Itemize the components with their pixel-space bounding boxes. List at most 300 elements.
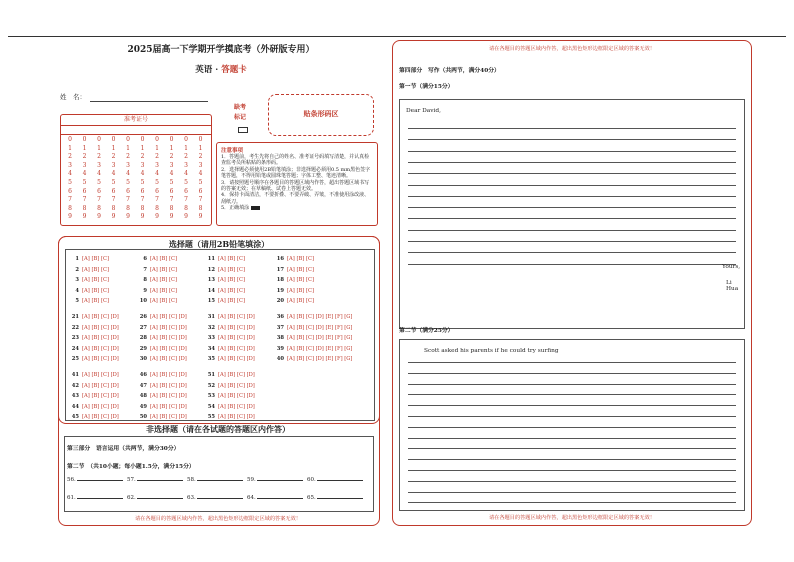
writing-line xyxy=(408,207,736,208)
exam-id-bubble[interactable]: 2 xyxy=(184,153,188,161)
exam-id-bubble[interactable]: 0 xyxy=(155,136,159,143)
question-options[interactable]: [A] [B] [C] [D] xyxy=(218,393,255,400)
question-number: 4 xyxy=(75,287,79,294)
question-row[interactable] xyxy=(138,393,187,399)
exam-id-bubble[interactable]: 2 xyxy=(155,153,159,161)
question-row[interactable] xyxy=(138,298,177,304)
question-number: 5 xyxy=(75,298,79,305)
blank-field[interactable] xyxy=(187,495,243,501)
question-options[interactable]: [A] [B] [C] [D] xyxy=(82,382,119,389)
question-options[interactable]: [A] [B] [C] [D] xyxy=(218,314,255,320)
exam-id-bubble[interactable]: 5 xyxy=(68,178,72,186)
exam-id-column[interactable] xyxy=(65,136,75,222)
exam-id-bubble[interactable]: 3 xyxy=(155,161,159,169)
question-options[interactable]: [A] [B] [C] [D] xyxy=(218,403,255,410)
question-options[interactable]: [A] [B] [C] xyxy=(287,256,314,262)
question-options[interactable]: [A] [B] [C] [D] [E] [F] [G] xyxy=(287,335,353,342)
letter-lines xyxy=(400,100,744,328)
question-options[interactable]: [A] [B] [C] [D] xyxy=(218,382,255,389)
exam-id-bubble[interactable]: 2 xyxy=(68,153,72,161)
exam-id-bubble[interactable]: 5 xyxy=(155,178,159,186)
question-number: 26 xyxy=(139,314,147,320)
question-row[interactable] xyxy=(206,256,245,262)
choice-grid[interactable] xyxy=(65,249,375,421)
writing-line xyxy=(408,151,736,152)
exam-id-bubble[interactable]: 1 xyxy=(97,144,101,152)
question-row[interactable] xyxy=(70,277,109,283)
question-number: 42 xyxy=(71,382,79,389)
question-options[interactable]: [A] [B] [C] xyxy=(150,298,177,305)
exam-id-bubble[interactable]: 0 xyxy=(140,136,145,143)
story-lines xyxy=(400,340,744,510)
blank-underline[interactable] xyxy=(257,480,303,481)
question-options[interactable]: [A] [B] [C] xyxy=(150,277,177,284)
question-row[interactable] xyxy=(138,267,177,273)
exam-id-bubble[interactable]: 8 xyxy=(198,204,203,212)
exam-id-bubble[interactable]: 4 xyxy=(169,170,174,178)
exam-id-bubble[interactable]: 9 xyxy=(111,213,116,221)
question-row[interactable] xyxy=(70,335,119,341)
note-line-3: 3．请按照题号顺序在各题目的答题区域内作答，超出答题区域书写的答案无效；在草稿纸、试卷上答题无效。 xyxy=(221,179,370,193)
question-row[interactable] xyxy=(138,372,187,378)
question-options[interactable]: [A] [B] [C] [D] xyxy=(82,393,119,400)
question-row[interactable] xyxy=(70,372,119,378)
question-options[interactable]: [A] [B] [C] [D] xyxy=(150,324,187,331)
question-number: 49 xyxy=(139,403,147,410)
question-options[interactable]: [A] [B] [C] xyxy=(218,287,245,294)
exam-id-bubble[interactable]: 5 xyxy=(184,178,188,186)
exam-id-column[interactable] xyxy=(123,136,133,222)
exam-id-column[interactable] xyxy=(80,136,90,222)
question-number: 25 xyxy=(71,356,79,363)
question-number: 30 xyxy=(139,356,147,363)
question-options[interactable]: [A] [B] [C] xyxy=(218,266,245,273)
question-row[interactable] xyxy=(206,298,245,304)
question-number: 18 xyxy=(276,277,284,284)
exam-id-bubble[interactable]: 9 xyxy=(155,213,159,221)
exam-id-bubbles[interactable] xyxy=(61,136,211,224)
blank-field[interactable] xyxy=(307,495,363,501)
blank-number: 59. xyxy=(247,477,256,483)
question-number: 15 xyxy=(207,298,215,305)
part4-heading: 第四部分 写作（共两节，满分40分） xyxy=(399,68,500,74)
exam-id-bubble[interactable]: 3 xyxy=(126,161,130,169)
question-row[interactable] xyxy=(138,404,187,410)
exam-id-bubble[interactable]: 8 xyxy=(126,204,130,212)
right-warning-bottom: 请在各题目的答题区域内作答，超出黑色矩形边框限定区域的答案无效！ xyxy=(488,515,655,521)
question-options[interactable]: [A] [B] [C] xyxy=(82,277,109,284)
question-options[interactable]: [A] [B] [C] [D] [E] [F] [G] xyxy=(287,345,353,352)
blank-underline[interactable] xyxy=(197,498,243,499)
blank-field[interactable] xyxy=(127,495,183,501)
exam-id-bubble[interactable]: 0 xyxy=(169,136,174,143)
question-number: 46 xyxy=(139,372,147,378)
exam-id-bubble[interactable]: 0 xyxy=(68,136,72,143)
question-row[interactable] xyxy=(206,325,255,331)
exam-id-bubble[interactable]: 9 xyxy=(140,213,145,221)
exam-id-bubble[interactable]: 6 xyxy=(155,187,159,195)
exam-id-bubble[interactable]: 7 xyxy=(198,196,203,204)
question-row[interactable] xyxy=(206,267,245,273)
exam-id-bubble[interactable]: 7 xyxy=(169,196,174,204)
exam-id-bubble[interactable]: 8 xyxy=(82,204,87,212)
exam-id-bubble[interactable]: 6 xyxy=(68,187,72,195)
blank-underline[interactable] xyxy=(197,480,243,481)
absent-label-2: 标记 xyxy=(234,114,247,121)
exam-id-bubble[interactable]: 7 xyxy=(140,196,145,204)
exam-id-bubble[interactable]: 2 xyxy=(126,153,130,161)
name-field[interactable] xyxy=(90,101,208,102)
exam-id-bubble[interactable]: 6 xyxy=(184,187,188,195)
question-options[interactable]: [A] [B] [C] [D] xyxy=(150,382,187,389)
question-number: 23 xyxy=(71,335,79,342)
question-options[interactable]: [A] [B] [C] [D] xyxy=(82,345,119,352)
exam-id-bubble[interactable]: 9 xyxy=(169,213,174,221)
exam-id-bubble[interactable]: 6 xyxy=(97,187,101,195)
question-options[interactable]: [A] [B] [C] [D] xyxy=(150,403,187,410)
story-box[interactable] xyxy=(399,339,745,511)
exam-id-bubble[interactable]: 5 xyxy=(198,178,203,186)
blank-number: 65. xyxy=(307,495,316,501)
note-line-5-text: 5．正确填涂 xyxy=(221,205,250,212)
exam-id-bubble[interactable]: 8 xyxy=(169,204,174,212)
question-options[interactable]: [A] [B] [C] [D] xyxy=(82,324,119,331)
blank-underline[interactable] xyxy=(77,480,123,481)
exam-id-header-rule xyxy=(61,125,211,126)
exam-id-bubble[interactable]: 4 xyxy=(198,170,203,178)
question-options[interactable]: [A] [B] [C] xyxy=(150,266,177,273)
blank-underline[interactable] xyxy=(137,498,183,499)
exam-id-bubble[interactable]: 0 xyxy=(111,136,116,143)
question-row[interactable] xyxy=(206,277,245,283)
question-options[interactable]: [A] [B] [C] [D] xyxy=(218,345,255,352)
question-options[interactable]: [A] [B] [C] [D] xyxy=(150,414,187,421)
exam-id-bubble[interactable]: 0 xyxy=(184,136,188,143)
question-row[interactable] xyxy=(206,335,255,341)
exam-id-bubble[interactable]: 5 xyxy=(140,178,145,186)
question-options[interactable]: [A] [B] [C] [D] xyxy=(82,403,119,410)
writing-line xyxy=(408,492,736,493)
blank-number: 56. xyxy=(67,477,76,483)
exam-id-bubble[interactable]: 5 xyxy=(97,178,101,186)
question-options[interactable]: [A] [B] [C] [D] xyxy=(218,356,255,363)
blank-underline[interactable] xyxy=(137,480,183,481)
exam-id-bubble[interactable]: 7 xyxy=(126,196,130,204)
question-options[interactable]: [A] [B] [C] xyxy=(82,298,109,305)
exam-id-bubble[interactable]: 5 xyxy=(169,178,174,186)
question-options[interactable]: [A] [B] [C] [D] xyxy=(218,372,255,378)
question-options[interactable]: [A] [B] [C] [D] [E] [F] [G] xyxy=(287,314,353,320)
question-number: 8 xyxy=(143,277,147,284)
exam-id-bubble[interactable]: 7 xyxy=(68,196,72,204)
exam-id-bubble[interactable]: 2 xyxy=(97,153,101,161)
absent-checkbox[interactable] xyxy=(238,127,248,133)
letter-greeting: Dear David, xyxy=(406,108,441,114)
exam-id-bubble[interactable]: 8 xyxy=(97,204,101,212)
exam-id-bubble[interactable]: 7 xyxy=(111,196,116,204)
question-number: 47 xyxy=(139,382,147,389)
question-options[interactable]: [A] [B] [C] [D] xyxy=(82,356,119,363)
question-row[interactable] xyxy=(138,277,177,283)
question-row[interactable] xyxy=(70,314,119,320)
writing-line xyxy=(408,416,736,417)
question-number: 27 xyxy=(139,324,147,331)
question-options[interactable]: [A] [B] [C] xyxy=(287,266,314,273)
blank-field[interactable] xyxy=(67,495,123,501)
exam-id-bubble[interactable]: 9 xyxy=(126,213,130,221)
question-row[interactable] xyxy=(206,356,255,362)
exam-id-bubble[interactable]: 2 xyxy=(140,153,145,161)
question-row[interactable] xyxy=(138,414,187,420)
question-row[interactable] xyxy=(138,314,187,320)
question-row[interactable] xyxy=(275,335,352,341)
exam-id-bubble[interactable]: 4 xyxy=(126,170,130,178)
question-number: 52 xyxy=(207,382,215,389)
question-options[interactable]: [A] [B] [C] [D] xyxy=(82,314,119,320)
question-options[interactable]: [A] [B] [C] [D] xyxy=(150,335,187,342)
question-options[interactable]: [A] [B] [C] [D] [E] [F] [G] xyxy=(287,356,353,363)
exam-id-bubble[interactable]: 5 xyxy=(111,178,116,186)
writing-line xyxy=(408,438,736,439)
question-row[interactable] xyxy=(275,346,352,352)
exam-id-bubble[interactable]: 5 xyxy=(126,178,130,186)
writing-line xyxy=(408,230,736,231)
exam-id-bubble[interactable]: 1 xyxy=(82,144,87,152)
right-warning-top: 请在各题目的答题区域内作答，超出黑色矩形边框限定区域的答案无效！ xyxy=(488,46,655,52)
question-row[interactable] xyxy=(138,346,187,352)
exam-id-bubble[interactable]: 4 xyxy=(184,170,188,178)
exam-id-column[interactable] xyxy=(181,136,191,222)
question-row[interactable] xyxy=(138,383,187,389)
exam-id-bubble[interactable]: 8 xyxy=(140,204,145,212)
question-row[interactable] xyxy=(206,346,255,352)
blank-underline[interactable] xyxy=(317,480,363,481)
question-options[interactable]: [A] [B] [C] xyxy=(150,287,177,294)
exam-id-bubble[interactable]: 0 xyxy=(82,136,87,143)
question-row[interactable] xyxy=(206,372,255,378)
exam-id-bubble[interactable]: 0 xyxy=(97,136,101,143)
exam-id-bubble[interactable]: 1 xyxy=(68,144,72,152)
question-row[interactable] xyxy=(138,335,187,341)
blank-field[interactable] xyxy=(67,477,123,483)
question-options[interactable]: [A] [B] [C] xyxy=(287,298,314,305)
exam-id-bubble[interactable]: 0 xyxy=(126,136,130,143)
blank-field[interactable] xyxy=(187,477,243,483)
question-row[interactable] xyxy=(206,383,255,389)
question-options[interactable]: [A] [B] [C] xyxy=(218,256,245,262)
exam-id-column[interactable] xyxy=(94,136,104,222)
exam-id-bubble[interactable]: 9 xyxy=(82,213,87,221)
exam-id-bubble[interactable]: 3 xyxy=(68,161,72,169)
question-number: 2 xyxy=(75,266,79,273)
exam-id-bubble[interactable]: 8 xyxy=(68,204,72,212)
exam-id-bubble[interactable]: 9 xyxy=(97,213,101,221)
question-options[interactable]: [A] [B] [C] [D] xyxy=(150,345,187,352)
question-row[interactable] xyxy=(70,356,119,362)
exam-id-bubble[interactable]: 3 xyxy=(97,161,101,169)
question-row[interactable] xyxy=(206,414,255,420)
question-row[interactable] xyxy=(275,277,314,283)
exam-id-bubble[interactable]: 1 xyxy=(111,144,116,152)
question-row[interactable] xyxy=(70,288,109,294)
exam-id-bubble[interactable]: 1 xyxy=(169,144,174,152)
exam-id-bubble[interactable]: 4 xyxy=(111,170,116,178)
question-row[interactable] xyxy=(138,356,187,362)
question-row[interactable] xyxy=(138,288,177,294)
letter-box[interactable] xyxy=(399,99,745,329)
question-options[interactable]: [A] [B] [C] [D] xyxy=(150,314,187,320)
question-number: 48 xyxy=(139,393,147,400)
question-row[interactable] xyxy=(275,288,314,294)
exam-id-bubble[interactable]: 5 xyxy=(82,178,87,186)
question-options[interactable]: [A] [B] [C] xyxy=(82,287,109,294)
exam-id-bubble[interactable]: 4 xyxy=(155,170,159,178)
question-options[interactable]: [A] [B] [C] [D] xyxy=(82,414,119,421)
exam-id-column[interactable] xyxy=(138,136,148,222)
writing-line xyxy=(408,394,736,395)
question-options[interactable]: [A] [B] [C] xyxy=(218,298,245,305)
exam-id-bubble[interactable]: 6 xyxy=(140,187,145,195)
question-row[interactable] xyxy=(138,325,187,331)
question-number: 35 xyxy=(207,356,215,363)
blank-field[interactable] xyxy=(247,495,303,501)
exam-id-bubble[interactable]: 3 xyxy=(140,161,145,169)
blank-underline[interactable] xyxy=(77,498,123,499)
exam-id-bubble[interactable]: 3 xyxy=(82,161,87,169)
question-options[interactable]: [A] [B] [C] xyxy=(218,277,245,284)
question-row[interactable] xyxy=(206,288,245,294)
question-row[interactable] xyxy=(70,404,119,410)
exam-id-bubble[interactable]: 7 xyxy=(184,196,188,204)
exam-id-bubble[interactable]: 3 xyxy=(184,161,188,169)
question-row[interactable] xyxy=(206,404,255,410)
question-row[interactable] xyxy=(275,325,352,331)
exam-id-bubble[interactable]: 1 xyxy=(140,144,145,152)
question-row[interactable] xyxy=(70,383,119,389)
question-row[interactable] xyxy=(206,314,255,320)
writing-line xyxy=(408,373,736,374)
exam-id-column[interactable] xyxy=(152,136,162,222)
blank-fields[interactable] xyxy=(67,477,367,507)
exam-id-write-rule xyxy=(61,134,211,135)
exam-id-bubble[interactable]: 7 xyxy=(82,196,87,204)
question-options[interactable]: [A] [B] [C] xyxy=(287,287,314,294)
exam-id-bubble[interactable]: 1 xyxy=(155,144,159,152)
question-row[interactable] xyxy=(70,267,109,273)
exam-id-bubble[interactable]: 6 xyxy=(126,187,130,195)
question-row[interactable] xyxy=(275,267,314,273)
question-options[interactable]: [A] [B] [C] [D] xyxy=(150,356,187,363)
question-row[interactable] xyxy=(275,314,352,320)
exam-id-bubble[interactable]: 3 xyxy=(198,161,203,169)
question-row[interactable] xyxy=(275,256,314,262)
exam-id-bubble[interactable]: 8 xyxy=(111,204,116,212)
exam-id-bubble[interactable]: 3 xyxy=(111,161,116,169)
exam-id-bubble[interactable]: 4 xyxy=(68,170,72,178)
exam-id-bubble[interactable]: 8 xyxy=(155,204,159,212)
question-row[interactable] xyxy=(275,298,314,304)
question-number: 19 xyxy=(276,287,284,294)
exam-id-bubble[interactable]: 0 xyxy=(198,136,203,143)
question-row[interactable] xyxy=(70,298,109,304)
exam-id-bubble[interactable]: 6 xyxy=(169,187,174,195)
exam-id-column[interactable] xyxy=(109,136,119,222)
exam-id-bubble[interactable]: 2 xyxy=(198,153,203,161)
question-number: 20 xyxy=(276,298,284,305)
exam-id-bubble[interactable]: 1 xyxy=(198,144,203,152)
question-number: 39 xyxy=(276,345,284,352)
question-options[interactable]: [A] [B] [C] xyxy=(150,256,177,262)
exam-id-bubble[interactable]: 1 xyxy=(184,144,188,152)
exam-id-bubble[interactable]: 1 xyxy=(126,144,130,152)
question-options[interactable]: [A] [B] [C] [D] xyxy=(218,414,255,421)
exam-id-bubble[interactable]: 2 xyxy=(82,153,87,161)
exam-id-bubble[interactable]: 2 xyxy=(111,153,116,161)
question-options[interactable]: [A] [B] [C] [D] xyxy=(150,372,187,378)
blank-field[interactable] xyxy=(127,477,183,483)
exam-id-bubble[interactable]: 4 xyxy=(140,170,145,178)
question-row[interactable] xyxy=(70,346,119,352)
blank-underline[interactable] xyxy=(257,498,303,499)
question-options[interactable]: [A] [B] [C] [D] xyxy=(218,335,255,342)
question-options[interactable]: [A] [B] [C] xyxy=(82,266,109,273)
exam-id-bubble[interactable]: 9 xyxy=(184,213,188,221)
question-options[interactable]: [A] [B] [C] [D] xyxy=(218,324,255,331)
question-options[interactable]: [A] [B] [C] xyxy=(82,256,109,262)
exam-id-bubble[interactable]: 6 xyxy=(82,187,87,195)
question-number: 31 xyxy=(207,314,215,320)
exam-id-bubble[interactable]: 7 xyxy=(97,196,101,204)
question-options[interactable]: [A] [B] [C] [D] xyxy=(82,372,119,378)
exam-id-bubble[interactable]: 3 xyxy=(169,161,174,169)
question-row[interactable] xyxy=(70,414,119,420)
exam-id-bubble[interactable]: 9 xyxy=(198,213,203,221)
question-options[interactable]: [A] [B] [C] [D] xyxy=(150,393,187,400)
subject-suffix: 答题卡 xyxy=(221,65,247,75)
exam-id-column[interactable] xyxy=(167,136,177,222)
exam-id-bubble[interactable]: 6 xyxy=(111,187,116,195)
exam-id-bubble[interactable]: 2 xyxy=(169,153,174,161)
blank-underline[interactable] xyxy=(317,498,363,499)
exam-id-bubble[interactable]: 4 xyxy=(97,170,101,178)
writing-line xyxy=(408,448,736,449)
left-warning: 请在各题目的答题区域内作答，超出黑色矩形边框限定区域的答案无效！ xyxy=(134,516,301,522)
question-row[interactable] xyxy=(70,256,109,262)
writing-line xyxy=(408,405,736,406)
question-options[interactable]: [A] [B] [C] [D] xyxy=(82,335,119,342)
blank-number: 62. xyxy=(127,495,136,501)
question-row[interactable] xyxy=(138,256,177,262)
question-row[interactable] xyxy=(70,393,119,399)
question-row[interactable] xyxy=(206,393,255,399)
question-options[interactable]: [A] [B] [C] [D] [E] [F] [G] xyxy=(287,324,353,331)
blank-field[interactable] xyxy=(307,477,363,483)
blank-number: 58. xyxy=(187,477,196,483)
absent-label-1: 缺考 xyxy=(234,104,247,111)
exam-id-bubble[interactable]: 6 xyxy=(198,187,203,195)
exam-id-column[interactable] xyxy=(196,136,206,222)
nonchoice-title: 非选择题（请在各试题的答题区内作答） xyxy=(146,424,290,434)
question-options[interactable]: [A] [B] [C] xyxy=(287,277,314,284)
exam-id-bubble[interactable]: 7 xyxy=(155,196,159,204)
exam-id-bubble[interactable]: 9 xyxy=(68,213,72,221)
exam-id-bubble[interactable]: 4 xyxy=(82,170,87,178)
blank-field[interactable] xyxy=(247,477,303,483)
exam-id-bubble[interactable]: 8 xyxy=(184,204,188,212)
question-row[interactable] xyxy=(275,356,352,362)
question-row[interactable] xyxy=(70,325,119,331)
question-number: 12 xyxy=(207,266,215,273)
